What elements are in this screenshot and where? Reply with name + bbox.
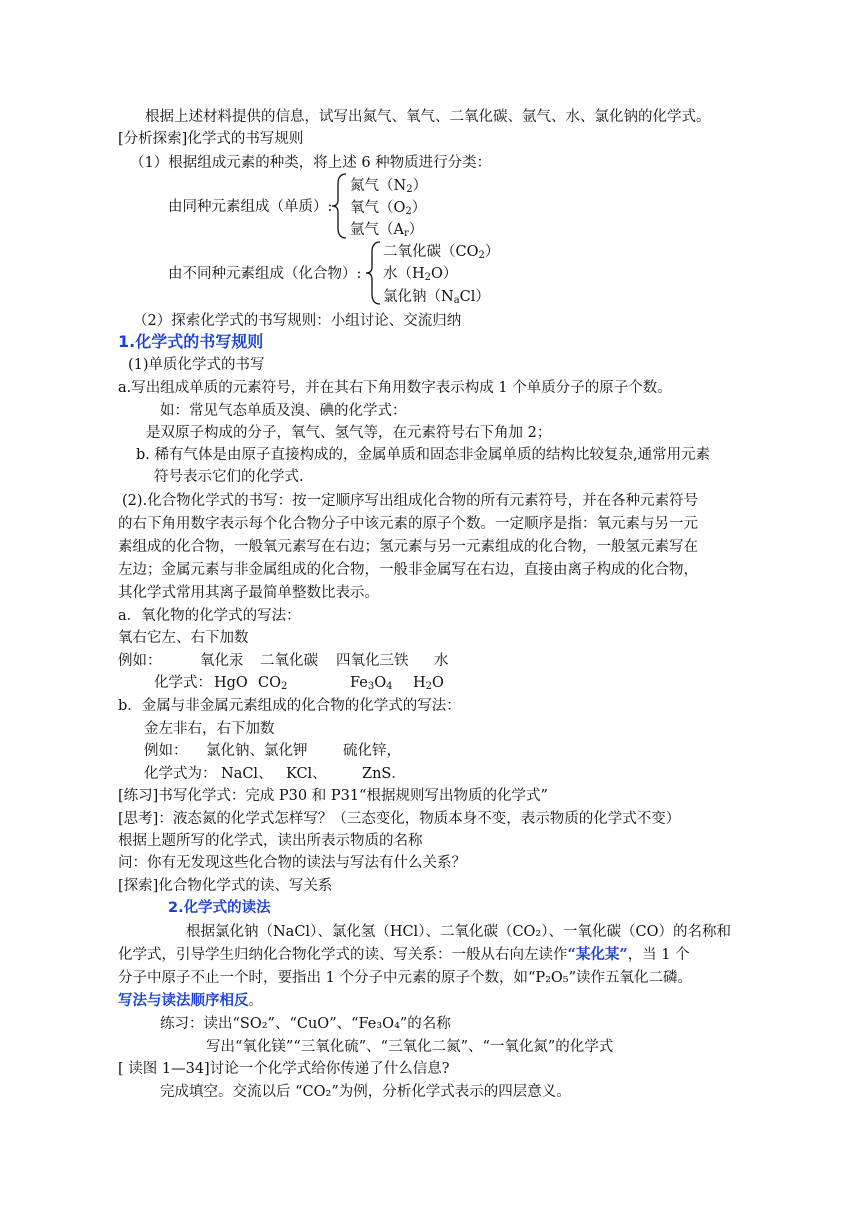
step2-text: （2）探索化学式的书写规则：小组讨论、交流归纳 [133,313,462,329]
rule-b: 符号表示它们的化学式. [154,469,304,485]
oxide-formula: $H_2O$ [413,675,444,692]
metal-formula-label: 化学式为： [144,766,217,782]
single-item: 氩气$(A_r)$ [350,222,424,239]
reading-paragraph-line: 写法与读法顺序相反。 [118,992,263,1009]
fill-blank-text: 完成填空。交流以后 “CO₂”为例，分析化学式表示的四层意义。 [160,1084,571,1100]
oxide-example-name: 四氧化三铁 [336,653,409,669]
compound-rule-line: 左边；金属元素与非金属组成的化合物，一般非金属写在右边，直接由离子构成的化合物， [118,562,698,578]
rule-b: b. 稀有气体是由原子直接构成的，金属单质和固态非金属单质的结构比较复杂,通常用元素 [136,447,711,463]
metal-example-name: 氯化钠、氯化钾 [206,743,308,759]
metal-title: b．金属与非金属元素组成的化合物的化学式的写法： [118,698,461,714]
step1-text: （1）根据组成元素的种类，将上述 6 种物质进行分类： [130,155,492,171]
oxide-rule: 氧右它左、右下加数 [118,630,249,646]
compound-item: 氯化钠$(N_aCl)$ [383,289,490,306]
oxide-example-label: 例如： [118,653,162,669]
intro-text: 根据上述材料提供的信息，试写出氮气、氧气、二氧化碳、氩气、水、氯化钠的化学式。 [145,109,711,125]
left-brace-icon [364,240,382,306]
single-group-label: 由同种元素组成（单质）: [168,199,333,215]
compound-group-label: 由不同种元素组成（化合物）: [168,266,362,282]
oxide-formula: HgO [214,675,248,691]
exercise-text: 练习：读出“SO₂”、“CuO”、“Fe₃O₄”的名称 [160,1016,451,1032]
oxide-formula: $Fe_3O_4$ [350,675,393,692]
reading-highlight: “某化某” [567,946,628,963]
practice-text: [练习]书写化学式：完成 P30 和 P31“根据规则写出物质的化学式” [118,788,548,804]
compound-item: 水$(H_2O)$ [383,266,458,283]
metal-rule: 金左非右，右下加数 [144,721,275,737]
analysis-title: [分析探索]化学式的书写规则 [118,131,304,147]
metal-formula: NaCl、 [221,766,273,782]
oxide-title: a．氧化物的化学式的写法： [118,608,301,624]
reading-highlight: 写法与读法顺序相反 [118,992,249,1009]
think-text: [思考]：液态氮的化学式怎样写？（三态变化，物质本身不变，表示物质的化学式不变） [118,811,681,827]
section-heading-2: 2.化学式的读法 [168,900,271,916]
example-gas: 如：常见气态单质及溴、碘的化学式： [160,403,407,419]
compound-rule-line: 素组成的化合物，一般氧元素写在右边；氢元素与另一元素组成的化合物，一般氢元素写在 [118,539,698,555]
reading-paragraph-line: 根据氯化钠（NaCl）、氯化氢（HCl）、二氧化碳（CO₂）、一氧化碳（CO）的名称和 [186,924,731,940]
reading-paragraph-line: 化学式，引导学生归纳化合物化学式的读、写关系：一般从右向左读作“某化某”，当 1 个 [118,946,690,963]
single-item: 氧气$(O_2)$ [350,200,427,217]
rule-a: a.写出组成单质的元素符号，并在其右下角用数字表示构成 1 个单质分子的原子个数。 [118,380,672,396]
compound-rule-line: (2).化合物化学式的书写：按一定顺序写出组成化合物的所有元素符号，并在各种元素符号 [122,493,699,509]
metal-example-name: 硫化锌， [343,743,401,759]
metal-formula: KCl、 [286,766,327,782]
figure-discussion: [ 读图 1—34]讨论一个化学式给你传递了什么信息? [118,1061,450,1077]
reading-paragraph-line: 分子中原子不止一个时，要指出 1 个分子中元素的原子个数，如“P₂O₅”读作五氧化二磷。 [118,970,693,986]
subheading-single: (1)单质化学式的书写 [128,357,265,373]
metal-formula: ZnS． [362,766,406,782]
compound-rule-line: 其化学式常用其离子最简单整数比表示。 [118,585,379,601]
left-brace-icon [330,172,348,240]
compound-rule-line: 的右下角用数字表示每个化合物分子中该元素的原子个数。一定顺序是指：氧元素与另一元 [118,516,698,532]
oxide-formula: $CO_2$ [258,675,288,692]
oxide-example-name: 水 [434,653,449,669]
oxide-formula-label: 化学式： [154,675,212,691]
oxide-example-name: 二氧化碳 [260,653,318,669]
single-item: 氮气$(N_2)$ [350,178,428,195]
exercise-text: 写出“氧化镁”“三氧化硫”、“三氧化二氮”、“一氧化氮”的化学式 [206,1039,614,1055]
read-names-text: 根据上题所写的化学式，读出所表示物质的名称 [118,833,423,849]
compound-item: 二氧化碳$(CO_2)$ [383,244,500,261]
explore-text: [探索]化合物化学式的读、写关系 [118,878,333,894]
question-text: 问：你有无发现这些化合物的读法与写法有什么关系？ [118,855,466,871]
section-heading-1: 1.化学式的书写规则 [118,332,264,351]
diatomic-text: 是双原子构成的分子，氧气、氢气等，在元素符号右下角加 2； [146,425,552,441]
metal-example-label: 例如： [144,743,188,759]
oxide-example-name: 氧化汞 [200,653,244,669]
